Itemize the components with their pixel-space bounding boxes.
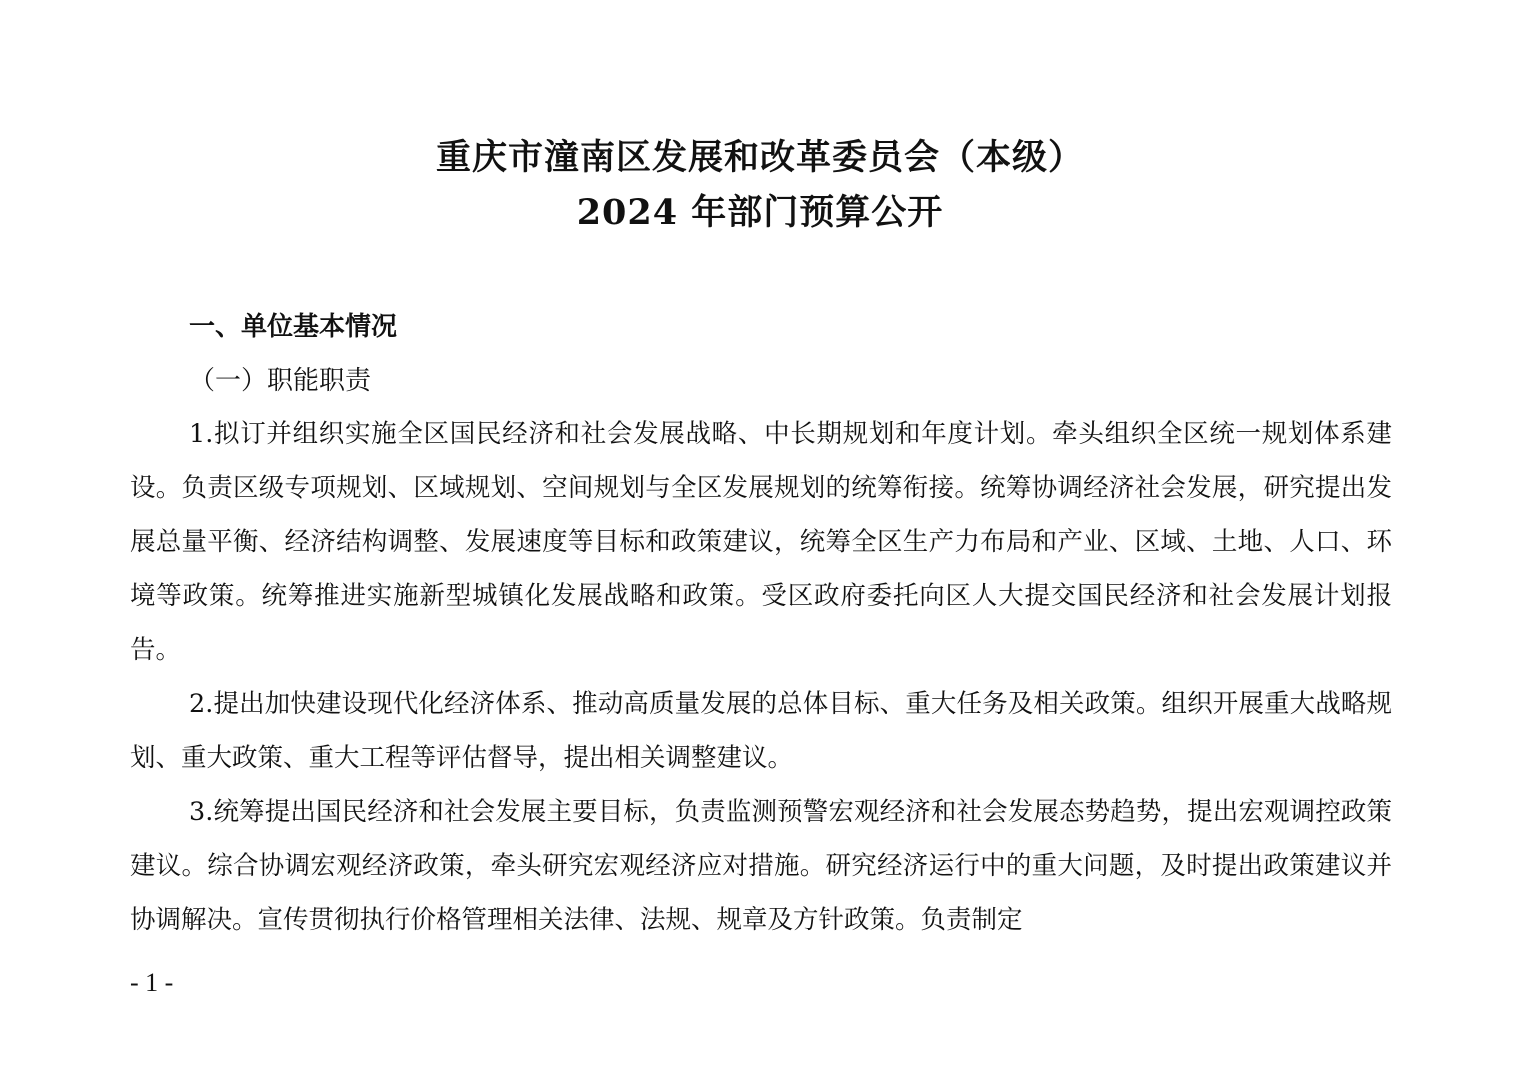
paragraph-1-text: 1.拟订并组织实施全区国民经济和社会发展战略、中长期规划和年度计划。牵头组织全区统一规划体系建设。负责区级专项规划、区域规划、空间规划与全区发展规划的统筹衔接。统筹协调经济社会发展，研究提出发展总量平衡、经济结构调整、发展速度等目标和政策建议，统筹全区生产力布局和产业、区域、土地、人口、环境等政策。统筹推进实施新型城镇化发展战略和政策。受区政府委托向区人大提交国民经济和社会发展计划报告。 (130, 419, 1392, 665)
page-number: - 1 - (130, 968, 174, 997)
paragraph-3 (130, 785, 1392, 947)
section-heading: 一、单位基本情况 (189, 312, 398, 342)
paragraph-3-text: 3.统筹提出国民经济和社会发展主要目标，负责监测预警宏观经济和社会发展态势趋势，提出宏观调控政策建议。综合协调宏观经济政策，牵头研究宏观经济应对措施。研究经济运行中的重大问题，及时提出政策建议并协调解决。宣传贯彻执行价格管理相关法律、法规、规章及方针政策。负责制定 (130, 797, 1392, 935)
paragraph-2-text: 2.提出加快建设现代化经济体系、推动高质量发展的总体目标、重大任务及相关政策。组织开展重大战略规划、重大政策、重大工程等评估督导，提出相关调整建议。 (130, 689, 1392, 773)
paragraph-1 (130, 407, 1392, 677)
document-title-line-2: 2024 年部门预算公开 (576, 192, 944, 233)
subsection-heading: （一）职能职责 (189, 366, 372, 396)
document-title-line-1: 重庆市潼南区发展和改革委员会（本级） (435, 137, 1084, 178)
paragraph-2 (130, 677, 1392, 785)
